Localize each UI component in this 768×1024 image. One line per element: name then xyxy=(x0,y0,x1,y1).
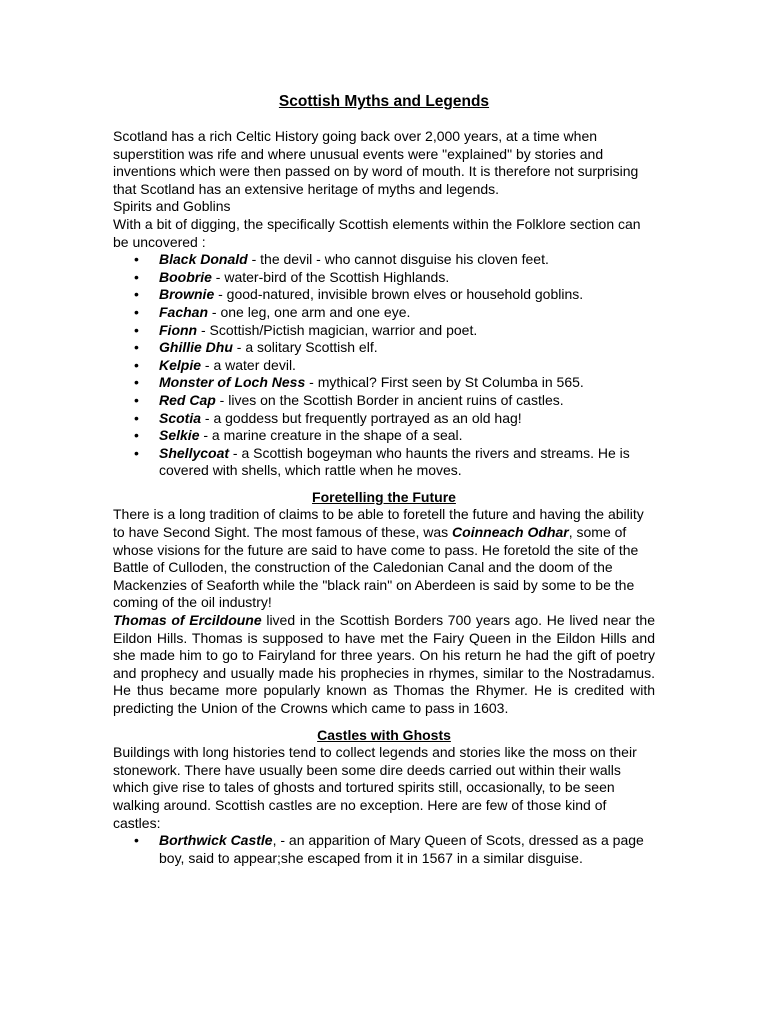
bullet-icon: • xyxy=(134,251,139,268)
spirits-heading: Spirits and Goblins xyxy=(113,198,231,215)
list-item xyxy=(113,322,655,340)
bullet-icon: • xyxy=(134,356,139,373)
bullet-icon: • xyxy=(134,444,139,461)
spirit-name: Black Donald xyxy=(159,251,248,268)
list-item xyxy=(113,357,655,375)
thomas-name: Thomas of Ercildoune xyxy=(113,612,262,629)
list-item xyxy=(113,286,655,304)
intro-paragraph: Scotland has a rich Celtic History going back over 2,000 years, at a time when superstition was rife and where unusual events were "explained" by stories and inventions which were then passed on by word of mouth. It is therefore not surprising that Scotland has an extensive heritage of myths and legends. xyxy=(113,128,639,197)
castles-list xyxy=(113,832,655,867)
list-item xyxy=(113,339,655,357)
spirit-description: - one leg, one arm and one eye. xyxy=(208,303,411,320)
list-item xyxy=(113,304,655,322)
spirit-name: Selkie xyxy=(159,427,200,444)
spirit-description: - a goddess but frequently portrayed as an old hag! xyxy=(201,409,522,426)
castle-name: Borthwick Castle xyxy=(159,832,273,849)
bullet-icon: • xyxy=(134,409,139,426)
spirit-name: Red Cap xyxy=(159,391,216,408)
bullet-icon: • xyxy=(134,391,139,408)
future-p1-text-before: There is a long tradition of claims to be able to foretell the future and having the ability to have Second Sight. The most famous of these, was xyxy=(113,506,644,541)
spirit-description: - Scottish/Pictish magician, warrior and poet. xyxy=(197,321,478,338)
spirit-name: Boobrie xyxy=(159,268,212,285)
list-item xyxy=(113,269,655,287)
spirit-name: Ghillie Dhu xyxy=(159,339,233,356)
spirit-name: Monster of Loch Ness xyxy=(159,374,306,391)
list-item xyxy=(113,427,655,445)
spirit-description: - water-bird of the Scottish Highlands. xyxy=(211,268,450,285)
document-content xyxy=(113,92,655,867)
list-item xyxy=(113,410,655,428)
future-paragraph-2 xyxy=(113,612,655,718)
spirit-name: Kelpie xyxy=(159,356,202,373)
spirit-name: Brownie xyxy=(159,286,215,303)
spirit-description: - the devil - who cannot disguise his cloven feet. xyxy=(247,251,549,268)
spacer xyxy=(113,718,655,727)
bullet-icon: • xyxy=(134,374,139,391)
future-paragraph-1 xyxy=(113,506,655,612)
castle-description: , - an apparition of Mary Queen of Scots, dressed as a page boy, said to appear;she escaped from it in 1567 in a similar disguise. xyxy=(159,832,644,866)
seer-name: Coinneach Odhar xyxy=(452,524,569,541)
future-p1-text-after: , some of whose visions for the future are said to have come to pass. He foretold the site of the Battle of Culloden, the construction of the Caledonian Canal and the doom of the Mackenzies of Seaforth while the "black rain" on Aberdeen is said by some to be the coming of the oil industry! xyxy=(113,524,639,611)
spirits-intro: With a bit of digging, the specifically Scottish elements within the Folklore section can be uncovered : xyxy=(113,215,641,250)
bullet-icon: • xyxy=(134,427,139,444)
bullet-icon: • xyxy=(134,303,139,320)
spirit-description: - mythical? First seen by St Columba in 565. xyxy=(305,374,584,391)
castles-intro: Buildings with long histories tend to collect legends and stories like the moss on their stonework. There have usually been some dire deeds carried out within their walls which give rise to tales of ghosts and tortured spirits still, occasionally, to be seen walking around. Scottish castles are no exception. Here are few of those kind of castles: xyxy=(113,744,637,831)
future-heading: Foretelling the Future xyxy=(312,488,456,505)
document-title: Scottish Myths and Legends xyxy=(278,93,490,110)
list-item xyxy=(113,392,655,410)
spirits-list xyxy=(113,251,655,480)
bullet-icon: • xyxy=(134,321,139,338)
spirit-description: - a water devil. xyxy=(201,356,296,373)
spirit-description: - lives on the Scottish Border in ancient ruins of castles. xyxy=(215,391,564,408)
list-item xyxy=(113,251,655,269)
list-item xyxy=(113,445,655,480)
spacer xyxy=(113,480,655,489)
spirit-description: - good-natured, invisible brown elves or household goblins. xyxy=(214,286,584,303)
castles-heading: Castles with Ghosts xyxy=(317,726,451,743)
spirit-description: - a marine creature in the shape of a seal. xyxy=(199,427,463,444)
spirit-name: Shellycoat xyxy=(159,444,230,461)
spirit-name: Fionn xyxy=(159,321,198,338)
bullet-icon: • xyxy=(134,286,139,303)
spirit-name: Scotia xyxy=(159,409,202,426)
spirit-name: Fachan xyxy=(159,303,209,320)
spirit-description: - a solitary Scottish elf. xyxy=(232,339,378,356)
list-item xyxy=(113,374,655,392)
spirit-description: - a Scottish bogeyman who haunts the rivers and streams. He is covered with shells, which rattle when he moves. xyxy=(159,444,630,479)
bullet-icon: • xyxy=(134,339,139,356)
bullet-icon: • xyxy=(134,832,139,849)
bullet-icon: • xyxy=(134,268,139,285)
future-p2-text: lived in the Scottish Borders 700 years ago. He lived near the Eildon Hills. Thomas is supposed to have met the Fairy Queen in the Eildon Hills and she made him to go to Fairyland for three years. On his return he had the gift of poetry and prophecy and usually made his prophecies in rhymes, similar to the Nostradamus. He thus became more popularly known as Thomas the Rhymer. He is credited with predicting the Union of the Crowns which came to pass in 1603. xyxy=(113,612,655,716)
list-item xyxy=(113,832,655,867)
